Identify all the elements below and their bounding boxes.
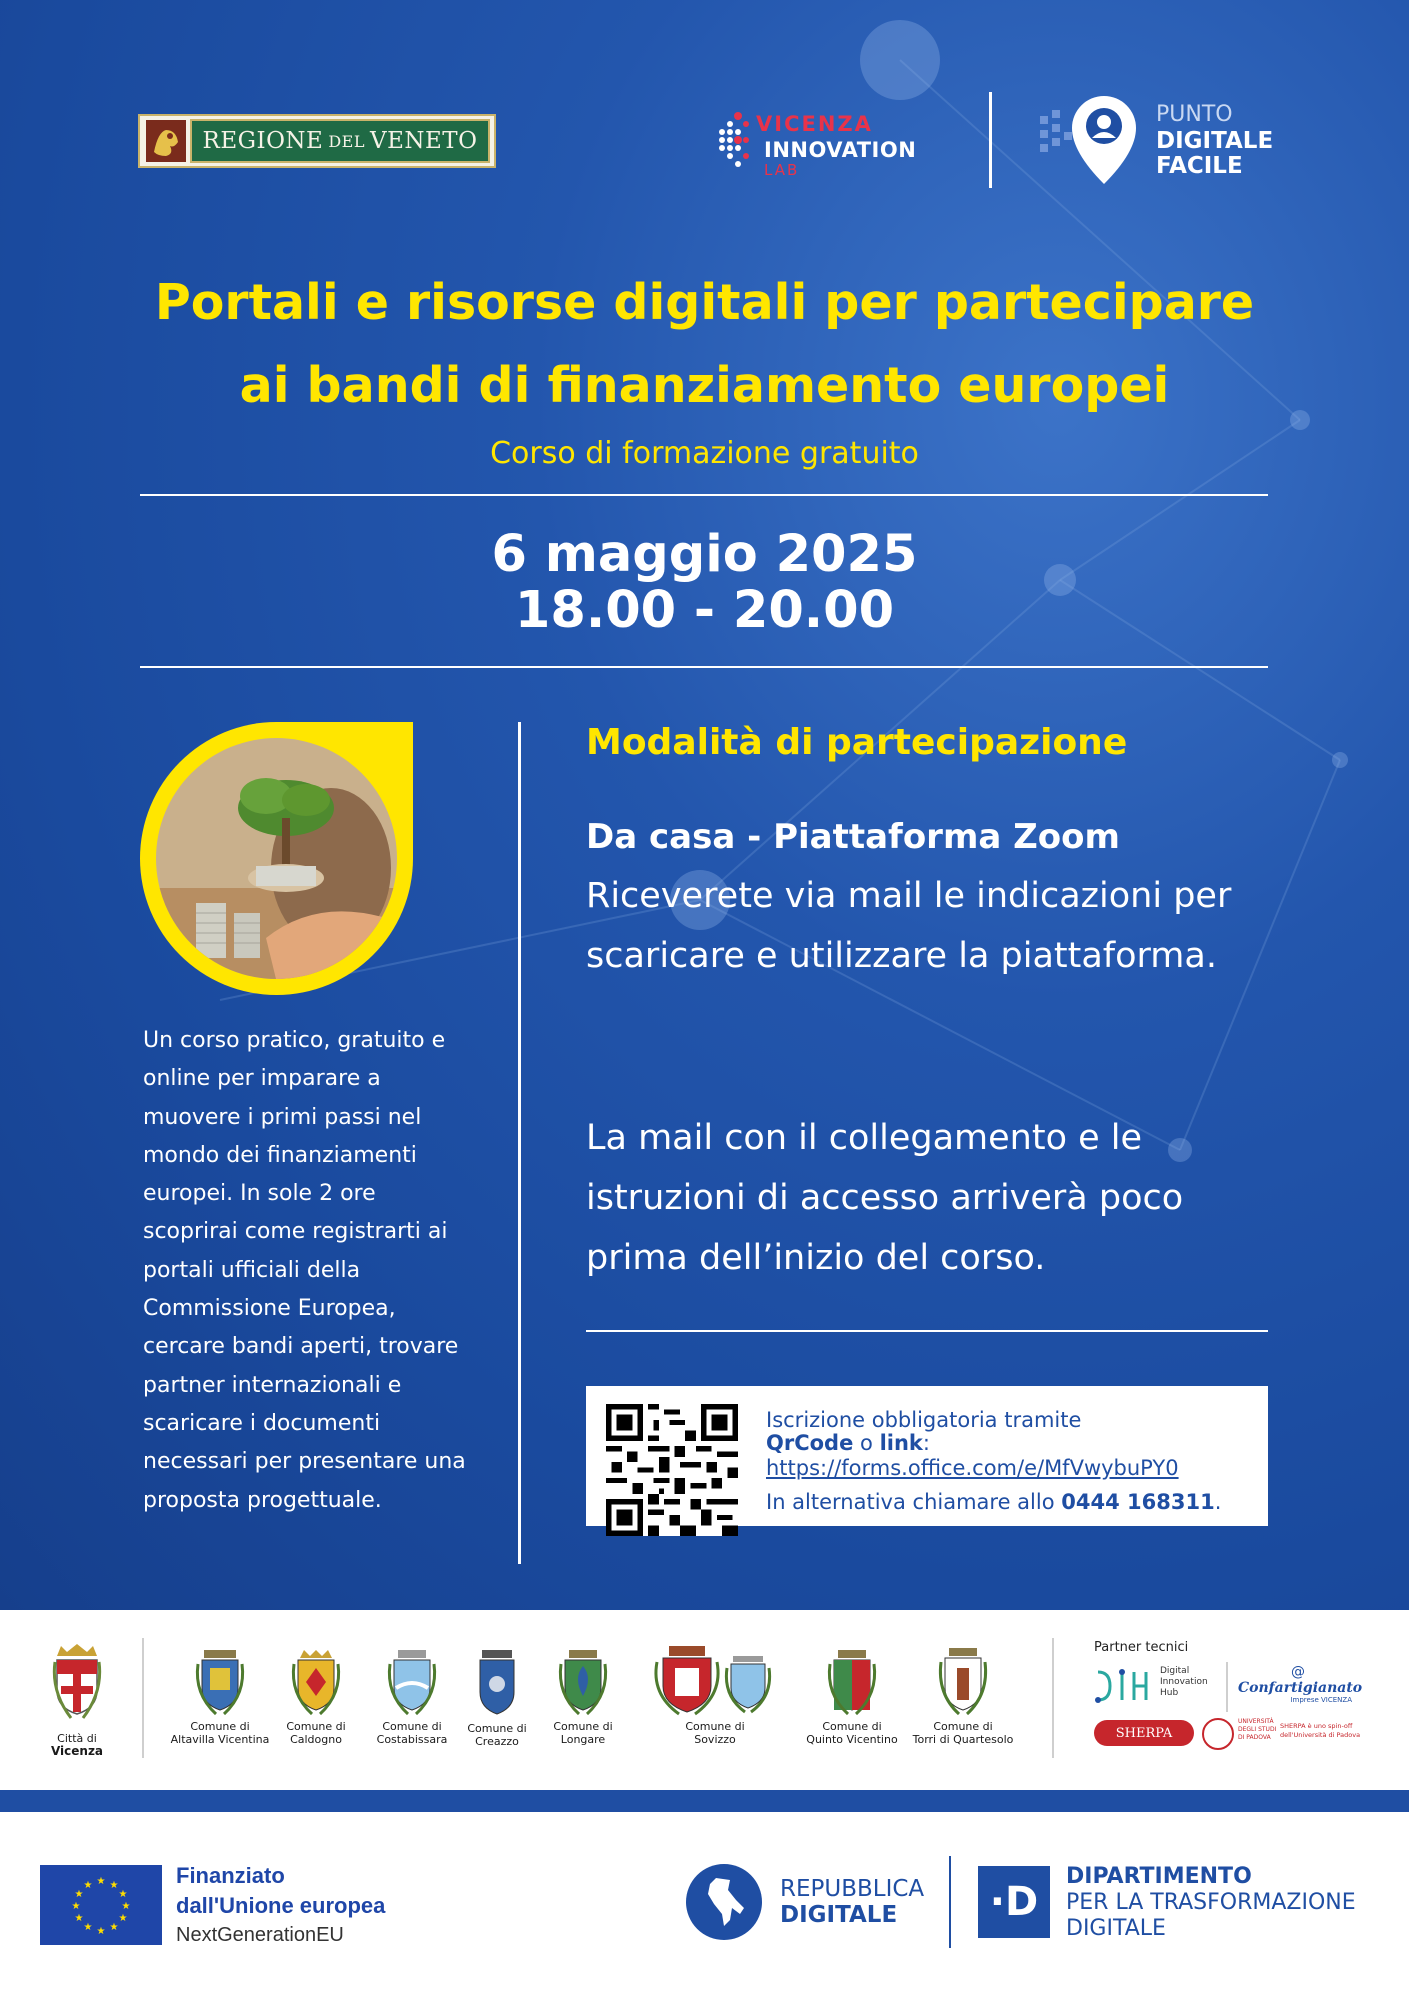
phone-number[interactable]: 0444 168311 — [1061, 1490, 1215, 1514]
eu-funding-line-2: dall'Unione europea — [176, 1893, 386, 1918]
registration-alt-line — [766, 1490, 1221, 1514]
location-pin-icon — [1038, 92, 1148, 192]
crest-altavilla — [166, 1648, 274, 1746]
regione-label-2: DEL — [328, 131, 365, 151]
dih-line-2: Innovation — [1160, 1677, 1208, 1687]
comune-label: Comune di — [822, 1720, 882, 1733]
sherpa-note — [1280, 1722, 1360, 1740]
participation-text-2: La mail con il collegamento e le istruzioni di accesso arriverà poco prima dell’inizio del corso. — [586, 1118, 1184, 1278]
link-word: link — [879, 1431, 923, 1455]
partners-separator — [1226, 1662, 1228, 1712]
svg-text:★: ★ — [71, 1901, 81, 1912]
registration-line-2 — [766, 1431, 930, 1455]
event-title-line-1: Portali e risorse digitali per partecipare — [154, 274, 1255, 331]
crest-costabissara — [364, 1648, 460, 1746]
divider-right — [586, 1330, 1268, 1332]
sherpa-note-1: SHERPA è uno spin-off — [1280, 1722, 1353, 1730]
svg-text:★: ★ — [83, 1880, 93, 1891]
svg-text:★: ★ — [74, 1889, 84, 1900]
dipartimento-line-1: DIPARTIMENTO — [1066, 1864, 1252, 1889]
comune-label: Comune di — [933, 1720, 993, 1733]
dipartimento-icon: ·D — [978, 1866, 1050, 1938]
header-separator — [989, 92, 992, 188]
crest-longare — [544, 1648, 622, 1746]
vicenza-label-2: Vicenza — [50, 1744, 104, 1758]
footer-separator — [949, 1856, 951, 1948]
qrcode-word: QrCode — [766, 1431, 854, 1455]
comune-name: Creazzo — [475, 1735, 519, 1748]
svg-text:★: ★ — [83, 1922, 93, 1933]
course-description: Un corso pratico, gratuito e online per imparare a muovere i primi passi nel mondo dei finanziamenti europei. In sole 2 ore scoprirai come registrarti ai portali ufficiali della Commissione Europea, cercare bandi aperti, trovare partner internazionali e scaricare i documenti necessari per presentare una proposta progettuale. — [143, 1028, 466, 1513]
event-date: 6 maggio 2025 — [491, 525, 918, 584]
vicenza-innovation-lab-logo — [716, 98, 936, 182]
unipd-label — [1238, 1718, 1276, 1742]
alt-prefix: In alternativa chiamare allo — [766, 1490, 1055, 1514]
crest-sovizzo — [640, 1644, 790, 1746]
vil-line-3: LAB — [764, 161, 800, 179]
municipalities-strip — [0, 1618, 1409, 1790]
punto-digitale-facile-logo — [1038, 92, 1278, 192]
eu-funding-line-3: NextGenerationEU — [176, 1924, 344, 1946]
blue-band — [0, 1790, 1409, 1812]
altavilla-crest-icon — [192, 1648, 248, 1716]
svg-text:★: ★ — [96, 1876, 106, 1887]
regione-label-3: VENETO — [369, 128, 478, 154]
svg-text:★: ★ — [96, 1926, 106, 1937]
dih-line-3: Hub — [1160, 1688, 1179, 1698]
repubblica-digitale-icon — [686, 1864, 762, 1940]
pdf-line-2: DIGITALE — [1156, 128, 1274, 154]
partners-title: Partner tecnici — [1094, 1640, 1189, 1655]
comune-name: Altavilla Vicentina — [170, 1733, 270, 1746]
participation-title: Modalità di partecipazione — [586, 722, 1128, 763]
qr-code-icon[interactable] — [606, 1404, 738, 1536]
caldogno-crest-icon — [288, 1648, 344, 1716]
strip-separator-left — [142, 1638, 144, 1758]
crest-torri-di-quartesolo — [904, 1646, 1022, 1746]
comune-name: Quinto Vicentino — [806, 1733, 898, 1746]
repubblica-digitale-line-2: DIGITALE — [780, 1902, 898, 1928]
participation-mode: Da casa - Piattaforma Zoom — [586, 817, 1120, 857]
comune-label: Comune di — [467, 1722, 527, 1735]
svg-text:★: ★ — [121, 1901, 131, 1912]
svg-text:★: ★ — [109, 1922, 119, 1933]
at-icon: @ — [1291, 1664, 1305, 1680]
regione-veneto-logo — [138, 114, 496, 168]
comune-label: Comune di — [553, 1720, 613, 1733]
dih-line-1: Digital — [1160, 1666, 1190, 1676]
comune-label: Comune di — [382, 1720, 442, 1733]
event-title-line-2: ai bandi di finanziamento europei — [239, 357, 1170, 414]
pdf-line-3: FACILE — [1156, 153, 1243, 179]
sherpa-name: SHERPA — [1115, 1725, 1173, 1741]
dih-logo — [1094, 1666, 1214, 1710]
unipd-line-1: UNIVERSITÀ — [1238, 1718, 1274, 1725]
dipartimento-line-3: DIGITALE — [1066, 1916, 1166, 1941]
comune-label: Comune di — [190, 1720, 250, 1733]
divider-bottom — [140, 666, 1268, 668]
participation-text-1: Riceverete via mail le indicazioni per scaricare e utilizzare la piattaforma. — [586, 876, 1232, 976]
crest-caldogno — [274, 1648, 358, 1746]
alt-suffix: . — [1214, 1490, 1222, 1514]
comune-name: Costabissara — [376, 1733, 448, 1746]
svg-text:★: ★ — [118, 1913, 128, 1924]
colon: : — [922, 1431, 930, 1455]
dipartimento-line-2: PER LA TRASFORMAZIONE — [1066, 1890, 1356, 1915]
longare-crest-icon — [553, 1648, 613, 1716]
svg-text:★: ★ — [118, 1889, 128, 1900]
crest-quinto-vicentino — [800, 1648, 904, 1746]
comune-name: Caldogno — [290, 1733, 342, 1746]
comune-label: Comune di — [685, 1720, 745, 1733]
sovizzo-crest-icon — [645, 1644, 785, 1716]
vicenza-label-1: Città di — [57, 1732, 97, 1745]
sherpa-logo — [1094, 1720, 1194, 1746]
divider-top — [140, 494, 1268, 496]
eu-funding-line-1: Finanziato — [176, 1863, 285, 1888]
confartigianato-logo — [1238, 1664, 1363, 1708]
repubblica-digitale-line-1: REPUBBLICA — [780, 1876, 925, 1902]
pdf-line-1: PUNTO — [1156, 102, 1233, 127]
comune-label: Comune di — [286, 1720, 346, 1733]
comune-name: Longare — [560, 1733, 606, 1746]
registration-line-1: Iscrizione obbligatoria tramite — [766, 1408, 1082, 1432]
strip-separator-right — [1052, 1638, 1054, 1758]
costabissara-crest-icon — [384, 1648, 440, 1716]
event-subtitle: Corso di formazione gratuito — [490, 436, 919, 471]
registration-url-link[interactable]: https://forms.office.com/e/MfVwybuPY0 — [766, 1456, 1179, 1480]
svg-text:★: ★ — [74, 1913, 84, 1924]
course-photo — [140, 722, 413, 995]
unipd-line-2: DEGLI STUDI — [1238, 1726, 1277, 1733]
crest-creazzo — [462, 1648, 532, 1748]
comune-name: Sovizzo — [694, 1733, 736, 1746]
vicenza-crest-icon — [51, 1642, 103, 1728]
regione-label-1: REGIONE — [202, 128, 324, 154]
lion-crest-icon — [144, 118, 188, 164]
vil-line-2: INNOVATION — [764, 138, 917, 162]
unipd-seal-icon — [1202, 1718, 1234, 1750]
torri-di-quartesolo-crest-icon — [933, 1646, 993, 1716]
eu-flag-icon — [40, 1865, 162, 1945]
sherpa-note-2: dell'Università di Padova — [1280, 1731, 1361, 1739]
confartigianato-sub: Imprese VICENZA — [1290, 1696, 1352, 1704]
confartigianato-name: Confartigianato — [1238, 1680, 1363, 1696]
vil-line-1: VICENZA — [756, 112, 873, 136]
svg-text:★: ★ — [109, 1880, 119, 1891]
tree-coins-image — [156, 738, 397, 979]
unipd-line-3: DI PADOVA — [1238, 1734, 1271, 1741]
or-word: o — [860, 1431, 873, 1455]
column-divider — [518, 722, 521, 1564]
vicenza-crest — [44, 1642, 110, 1758]
registration-box — [586, 1386, 1268, 1526]
quinto-vicentino-crest-icon — [822, 1648, 882, 1716]
dih-icon — [1094, 1666, 1156, 1706]
creazzo-crest-icon — [474, 1648, 520, 1718]
event-time: 18.00 - 20.00 — [514, 581, 895, 640]
comune-name: Torri di Quartesolo — [912, 1733, 1014, 1746]
